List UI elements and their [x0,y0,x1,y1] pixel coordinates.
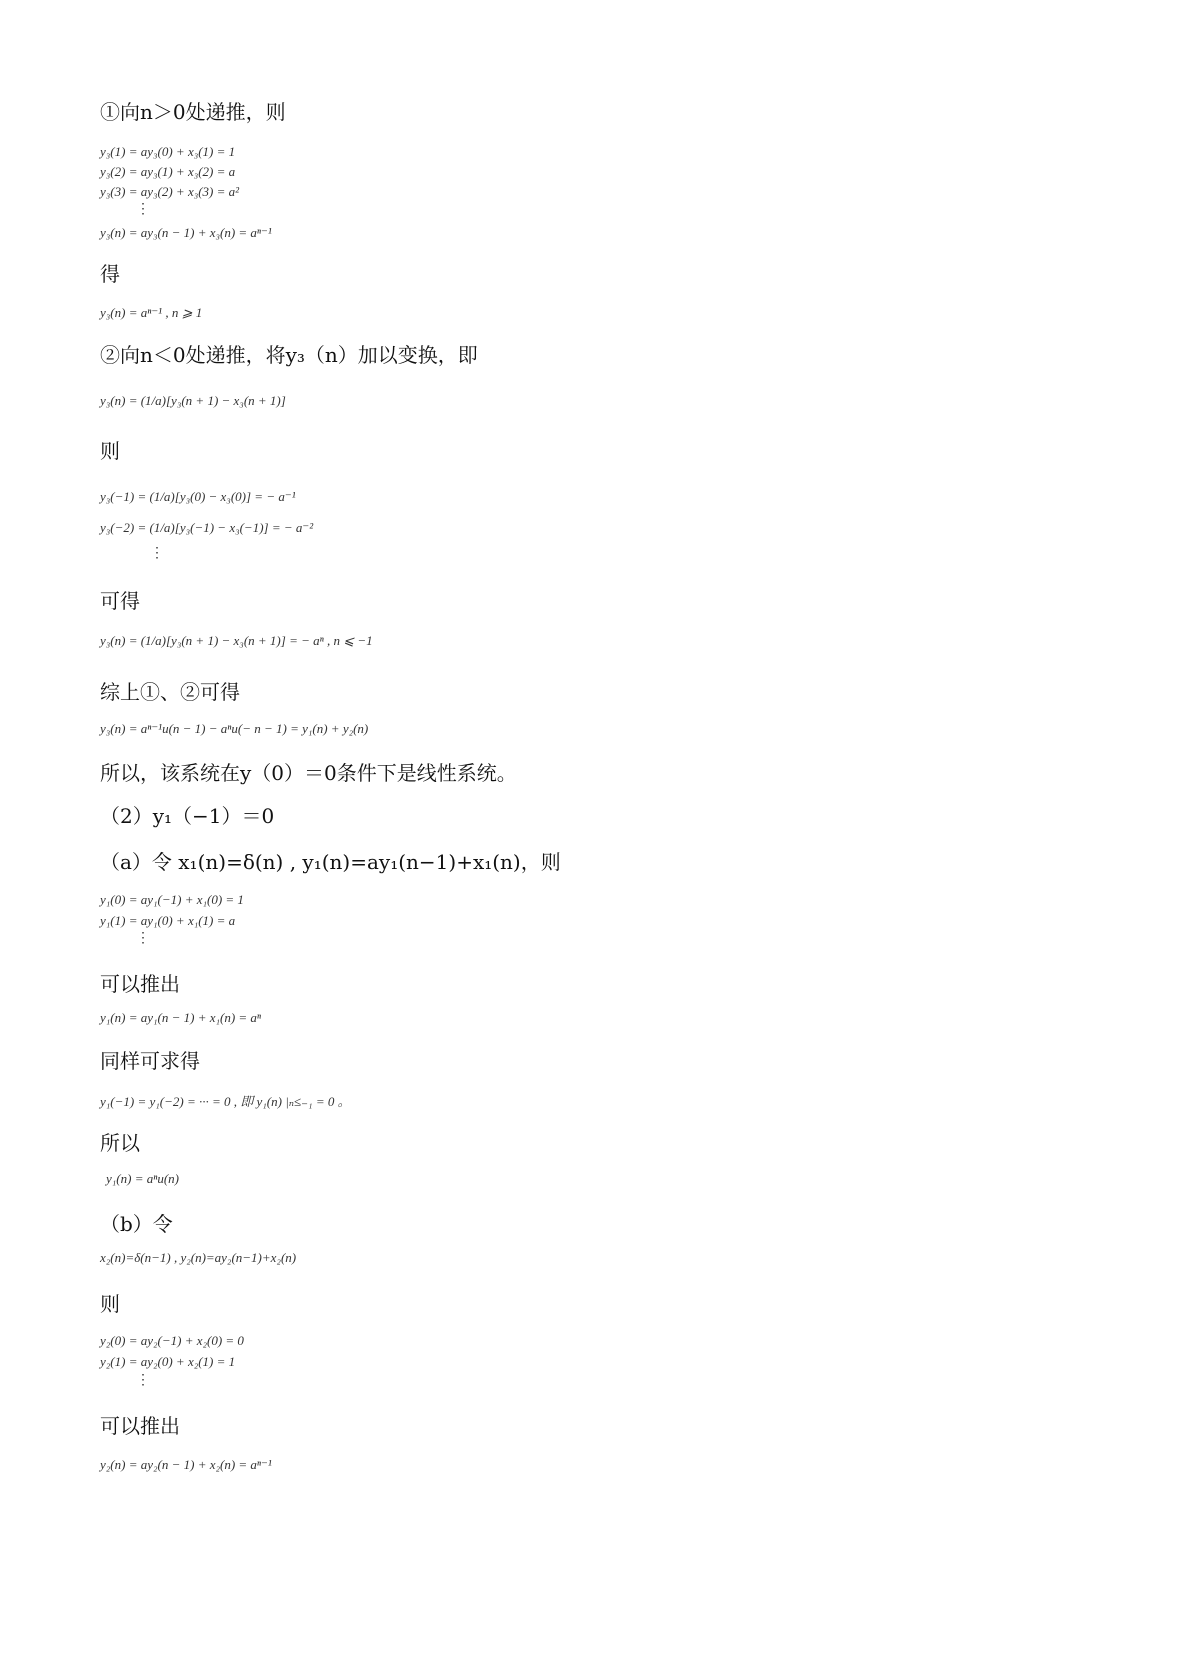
equation-line: y₃(n) = (1/a)[y₃(n + 1) − x₃(n + 1)] [100,393,286,408]
equation-line: y₂(0) = ay₂(−1) + x₂(0) = 0 [100,1333,244,1348]
equation-line: y₃(n) = aⁿ⁻¹u(n − 1) − aⁿu(− n − 1) = y₁(n) + y₂(n) [100,721,369,736]
vertical-ellipsis: ⋮ [136,930,150,946]
case-b-heading: （b）令 [100,1212,173,1236]
equation-line: y₃(−1) = (1/a)[y₃(0) − x₃(0)] = − a⁻¹ [100,489,296,504]
equation-line: y₁(n) = ay₁(n − 1) + x₁(n) = aⁿ [100,1010,262,1025]
equation-line: y₂(n) = ay₂(n − 1) + x₂(n) = aⁿ⁻¹ [100,1457,272,1472]
text-line: 则 [100,439,120,463]
text-line: 综上①、②可得 [100,680,240,704]
text-line: 可得 [100,589,140,613]
equation-line: y₃(1) = ay₃(0) + x₃(1) = 1 [100,144,236,159]
step-1-heading: ①向n＞0处递推，则 [100,100,286,124]
vertical-ellipsis: ⋮ [150,545,164,561]
equation-line: y₁(−1) = y₁(−2) = ··· = 0 , 即 y₁(n) |ₙ≤₋₁ = 0 。 [100,1094,351,1109]
equation-line: y₃(3) = ay₃(2) + x₃(3) = a² [100,184,240,199]
vertical-ellipsis: ⋮ [136,201,150,217]
text-line: 则 [100,1292,120,1316]
equation-line: y₁(0) = ay₁(−1) + x₁(0) = 1 [100,892,244,907]
conclusion-text: 所以，该系统在y（0）＝0条件下是线性系统。 [100,761,517,785]
text-line: 同样可求得 [100,1049,200,1073]
text-line: 所以 [100,1131,140,1155]
equation-line: y₁(1) = ay₁(0) + x₁(1) = a [100,913,236,928]
equation-line: y₃(n) = ay₃(n − 1) + x₃(n) = aⁿ⁻¹ [100,225,272,240]
equation-line: y₂(1) = ay₂(0) + x₂(1) = 1 [100,1354,236,1369]
equation-line: y₃(n) = (1/a)[y₃(n + 1) − x₃(n + 1)] = − aⁿ , n ⩽ −1 [100,633,373,648]
step-2-heading: ②向n＜0处递推，将y₃（n）加以变换，即 [100,343,478,367]
equation-line: y₃(−2) = (1/a)[y₃(−1) − x₃(−1)] = − a⁻² [100,520,314,535]
text-line: 可以推出 [100,972,180,996]
part-2-heading: （2）y₁（−1）＝0 [100,804,275,828]
equation-line: y₃(n) = aⁿ⁻¹ , n ⩾ 1 [100,305,203,320]
vertical-ellipsis: ⋮ [136,1372,150,1388]
equation-line: y₃(2) = ay₃(1) + x₃(2) = a [100,164,236,179]
equation-line: y₁(n) = aⁿu(n) [106,1171,179,1186]
case-a-heading: （a）令 x₁(n)=δ(n) , y₁(n)=ay₁(n−1)+x₁(n)，则 [100,850,561,874]
equation-line: x₂(n)=δ(n−1) , y₂(n)=ay₂(n−1)+x₂(n) [100,1250,297,1265]
text-line: 可以推出 [100,1414,180,1438]
text-line: 得 [100,262,120,286]
